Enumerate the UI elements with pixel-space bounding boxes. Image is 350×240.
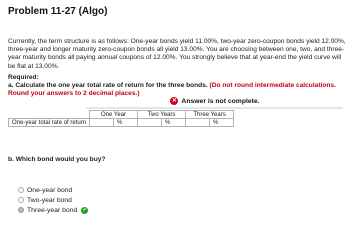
radio-button-selected[interactable]	[18, 207, 24, 213]
row-label: One-year total rate of return	[9, 119, 90, 127]
table-row	[9, 119, 234, 127]
problem-intro-1: Currently, the term structure is as follows: One-year bonds yield 11.00%, two-year zero-coupon bonds yield 12.00%, three-year and longer maturity zero-coupon bonds all yield 13.00%. You are choosing between one, two, and three-year maturity bonds all paying	[8, 38, 346, 62]
percent-unit: %	[210, 119, 234, 127]
table-header-row	[9, 111, 234, 119]
option-label: Three-year bond	[27, 206, 78, 214]
part-b-question: b. Which bond would you buy?	[8, 156, 106, 163]
part-a-prefix: a. Calculate the one year total rate of return for the three bonds.	[8, 82, 210, 89]
percent-unit: %	[114, 119, 138, 127]
one-year-return-input[interactable]	[90, 119, 114, 127]
header-two-years: Two Years	[138, 111, 186, 119]
banner-strip	[86, 107, 343, 109]
option-one-year-bond[interactable]	[18, 185, 88, 195]
table-corner	[9, 111, 90, 119]
x-icon: ✕	[171, 98, 177, 104]
required-heading: Required:	[8, 74, 39, 81]
problem-intro-2: coupons of 12.00%. You strongly believe that at year-end the yield curve will be flat at 13.00%.	[8, 54, 342, 70]
problem-intro-italic: annual	[97, 54, 118, 62]
checkmark-icon: ✔	[82, 206, 87, 213]
radio-button[interactable]	[18, 197, 24, 203]
header-one-year: One Year	[90, 111, 138, 119]
header-three-years: Three Years	[186, 111, 234, 119]
percent-unit: %	[162, 119, 186, 127]
answer-table	[8, 110, 234, 127]
option-three-year-bond[interactable]	[18, 205, 88, 215]
answer-status-banner	[92, 96, 338, 106]
option-label: One-year bond	[27, 186, 73, 194]
answer-status-text: Answer is not complete.	[181, 97, 260, 105]
problem-statement	[8, 38, 346, 71]
part-a-rounding-note: (Do not round intermediate calculations. Round your answers to 2 decimal places.)	[8, 82, 336, 98]
radio-button[interactable]	[18, 187, 24, 193]
bond-choice-group	[18, 185, 88, 215]
two-year-return-input[interactable]	[138, 119, 162, 127]
option-two-year-bond[interactable]	[18, 195, 88, 205]
three-year-return-input[interactable]	[186, 119, 210, 127]
problem-title: Problem 11-27 (Algo)	[8, 6, 108, 17]
option-label: Two-year bond	[27, 196, 72, 204]
